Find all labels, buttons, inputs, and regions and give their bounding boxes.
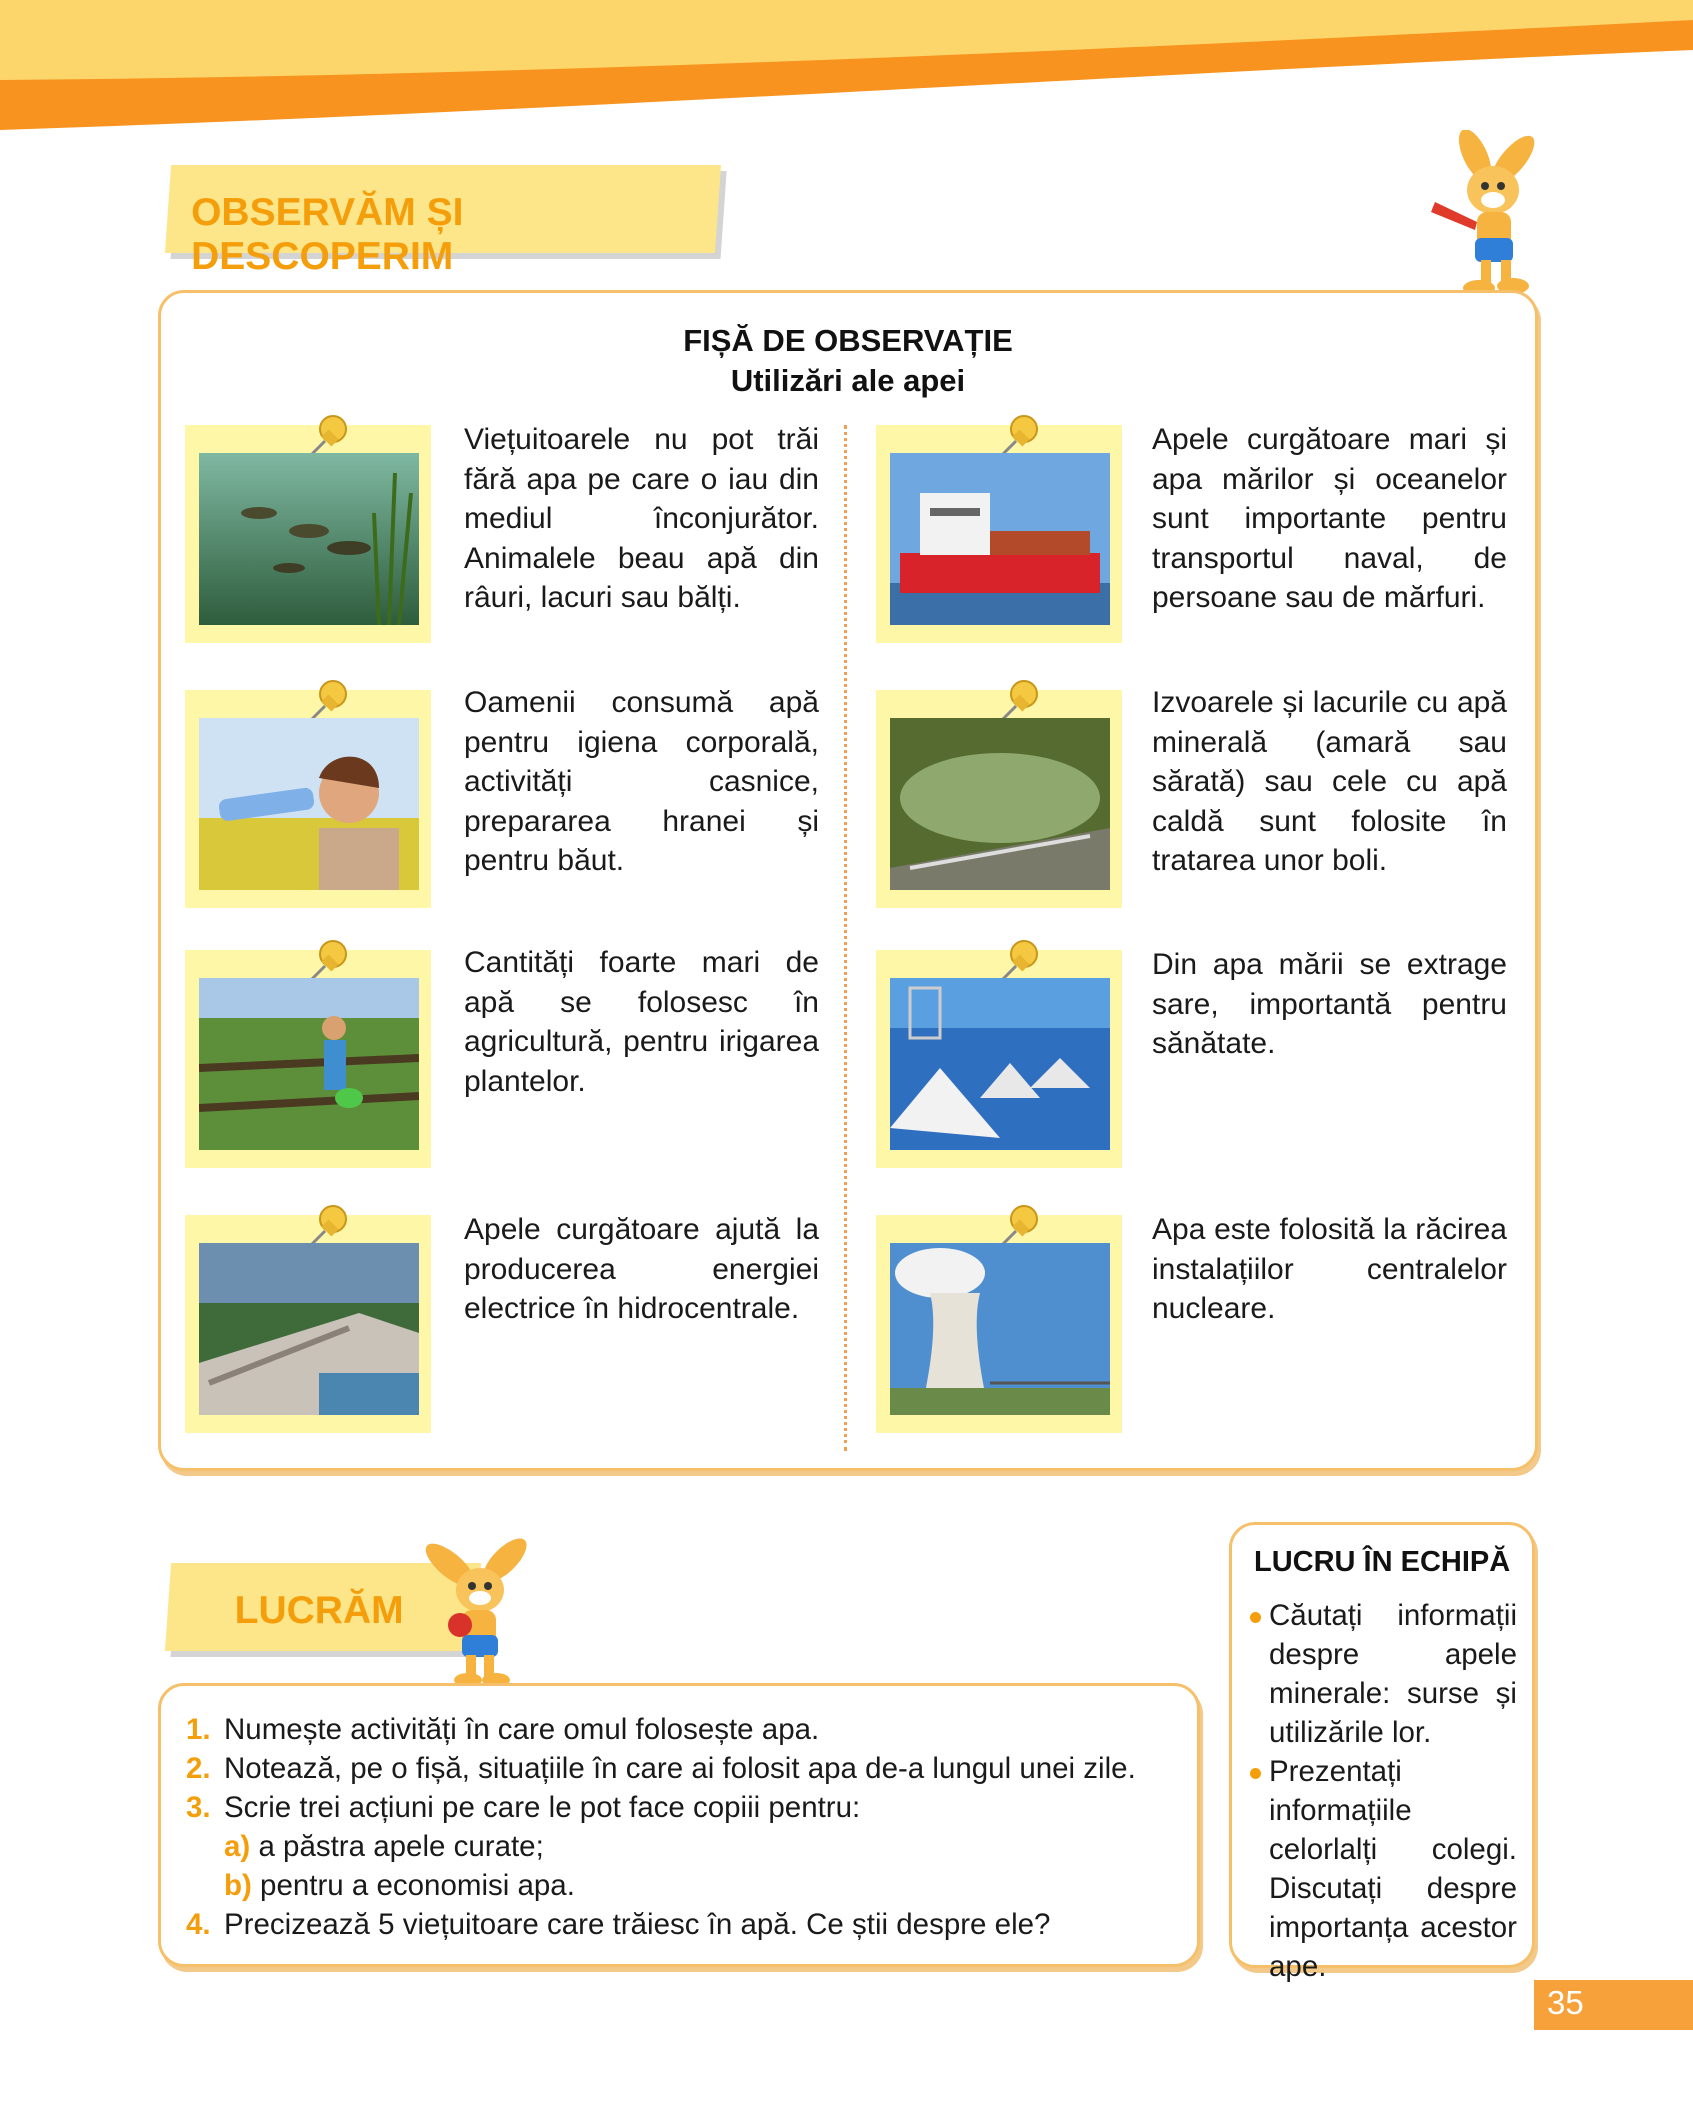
teamwork-item: Prezentați informațiile celorlalți colegi. Discutați despre importanța acestor ape. <box>1269 1755 1517 1983</box>
rabbit-mascot-icon <box>1405 130 1555 300</box>
photo-card <box>185 425 431 643</box>
photo-card <box>876 950 1122 1168</box>
usage-text: Din apa mării se extrage sare, importantă pentru sănătate. <box>1152 948 1507 1060</box>
exercise-item: 3. Scrie trei acțiuni pe care le pot face copiii pentru: <box>186 1791 861 1824</box>
usage-text: Oamenii consumă apă pentru igiena corporală, activități casnice, prepararea hranei și pentru băut. <box>464 686 819 877</box>
fish-underwater-photo <box>199 453 419 625</box>
boy-drinking-water-photo <box>199 718 419 890</box>
teamwork-title: LUCRU ÎN ECHIPĂ <box>1254 1546 1511 1578</box>
photo-card <box>876 1215 1122 1433</box>
teamwork-item: Căutați informații despre apele minerale: surse și utilizările lor. <box>1269 1599 1517 1749</box>
header-band <box>0 0 1693 140</box>
column-divider <box>844 425 847 1451</box>
usage-text: Apele curgătoare ajută la producerea energiei electrice în hidrocentrale. <box>464 1213 819 1325</box>
bullet-icon <box>1250 1768 1261 1779</box>
nuclear-cooling-tower-photo <box>890 1243 1110 1415</box>
exercise-item: 4. Precizează 5 viețuitoare care trăiesc în apă. Ce știi despre ele? <box>186 1908 1051 1941</box>
photo-card <box>876 425 1122 643</box>
photo-card <box>185 1215 431 1433</box>
rabbit-mascot-icon <box>410 1530 550 1690</box>
usage-text: Cantități foarte mari de apă se folosesc în agricultură, pentru irigarea plantelor. <box>464 946 819 1098</box>
usage-text: Apele curgătoare mari și apa mărilor și oceanelor sunt importante pentru transportul naval, de persoane sau de mărfuri. <box>1152 423 1507 614</box>
exercise-sub-item: b) pentru a economisi apa. <box>224 1869 575 1902</box>
section-title-observe: OBSERVĂM ȘI DESCOPERIM <box>191 191 464 278</box>
cargo-ship-photo <box>890 453 1110 625</box>
bullet-icon <box>1250 1612 1261 1623</box>
salt-piles-photo <box>890 978 1110 1150</box>
section-tab-observe <box>165 165 721 278</box>
sheet-title: FIȘĂ DE OBSERVAȚIE <box>683 323 1013 358</box>
girl-watering-garden-photo <box>199 978 419 1150</box>
exercise-sub-item: a) a păstra apele curate; <box>224 1830 544 1863</box>
photo-card <box>185 690 431 908</box>
hydro-dam-photo <box>199 1243 419 1415</box>
section-title-work: LUCRĂM <box>234 1589 404 1632</box>
exercise-item: 2. Notează, pe o fișă, situațiile în care ai folosit apa de-a lungul unei zile. <box>186 1752 1136 1785</box>
usage-text: Apa este folosită la răcirea instalațiilor centralelor nucleare. <box>1152 1213 1507 1325</box>
exercise-list <box>186 1710 1186 1944</box>
usage-text: Viețuitoarele nu pot trăi fără apa pe care o iau din mediul înconjurător. Animalele beau apă din râuri, lacuri sau bălți. <box>464 423 819 614</box>
usage-text: Izvoarele și lacurile cu apă minerală (amară sau sărată) sau cele cu apă caldă sunt folosite în tratarea unor boli. <box>1152 686 1507 877</box>
exercise-item: 1. Numește activități în care omul folosește apa. <box>186 1713 820 1746</box>
photo-card <box>876 690 1122 908</box>
photo-card <box>185 950 431 1168</box>
page-number: 35 <box>1547 1984 1584 2021</box>
sheet-subtitle: Utilizări ale apei <box>730 363 966 398</box>
mineral-lake-photo <box>890 718 1110 890</box>
